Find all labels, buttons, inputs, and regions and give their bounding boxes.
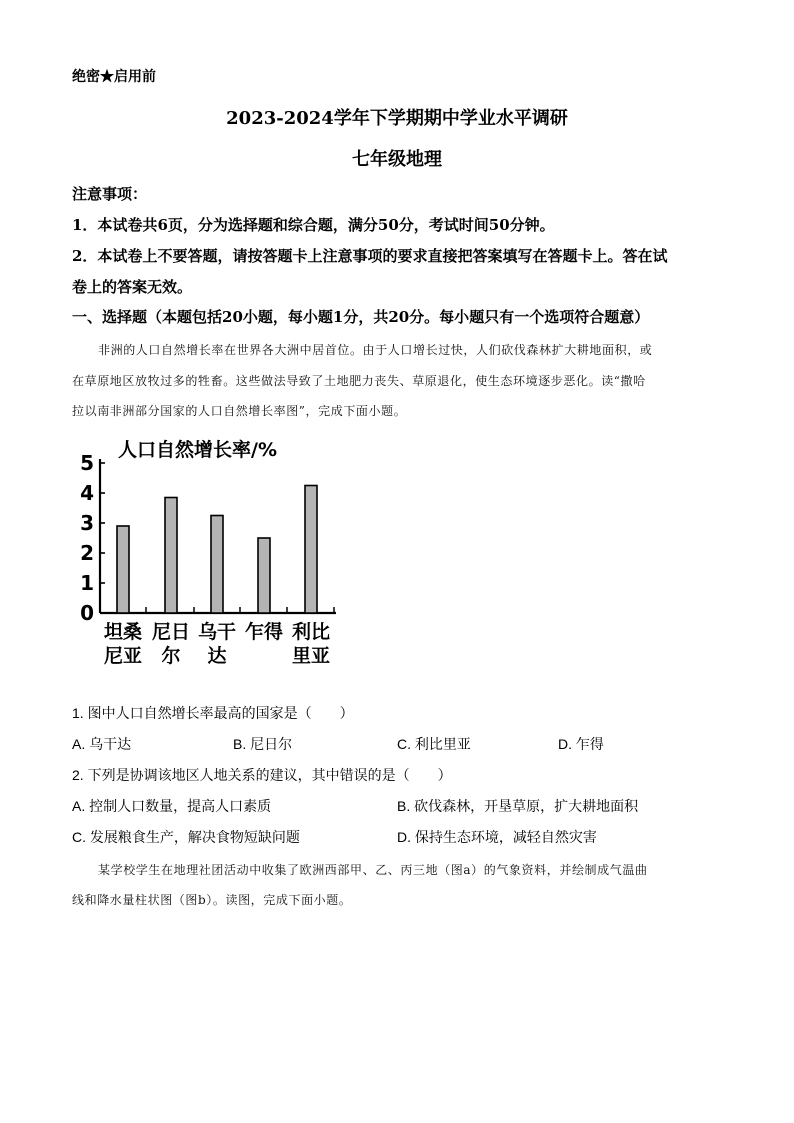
- category-label: 乌干: [197, 621, 237, 643]
- y-tick-label: 4: [80, 481, 94, 505]
- question-1-option-b[interactable]: B. 尼日尔: [233, 736, 293, 752]
- note-item-1: 1．本试卷共6页，分为选择题和综合题，满分50分，考试时间50分钟。: [72, 216, 555, 234]
- exam-title: 2023-2024学年下学期期中学业水平调研: [226, 108, 568, 129]
- bar: [305, 486, 317, 614]
- passage1-line-3: 拉以南非洲部分国家的人口自然增长率图”，完成下面小题。: [72, 404, 407, 418]
- category-label: 乍得: [244, 621, 284, 643]
- bar: [117, 526, 129, 613]
- question-2-option-c[interactable]: C. 发展粮食生产，解决食物短缺问题: [72, 829, 300, 845]
- y-tick-label: 0: [80, 601, 94, 625]
- chart-title: 人口自然增长率/%: [118, 439, 277, 461]
- category-label: 利比: [291, 621, 331, 643]
- y-tick-label: 2: [80, 541, 94, 565]
- category-label: 坦桑: [103, 621, 143, 643]
- category-label: 尔: [161, 645, 181, 667]
- category-label: 达: [207, 645, 227, 667]
- bar: [211, 516, 223, 614]
- question-2-option-b[interactable]: B. 砍伐森林，开垦草原，扩大耕地面积: [397, 798, 639, 814]
- passage2-line-2: 线和降水量柱状图（图b）。读图，完成下面小题。: [72, 893, 352, 907]
- question-2-option-d[interactable]: D. 保持生态环境，减轻自然灾害: [397, 829, 597, 845]
- category-label: 尼亚: [103, 645, 143, 667]
- question-2-option-a[interactable]: A. 控制人口数量，提高人口素质: [72, 798, 272, 814]
- confidential-mark: 绝密★启用前: [72, 69, 156, 85]
- question-1-option-c[interactable]: C. 利比里亚: [397, 736, 471, 752]
- growth-rate-chart: [78, 432, 358, 672]
- passage1-line-1: 非洲的人口自然增长率在世界各大洲中居首位。由于人口增长过快，人们砍伐森林扩大耕地面积，或: [98, 343, 653, 357]
- category-label: 尼日: [151, 621, 191, 643]
- passage1-line-2: 在草原地区放牧过多的牲畜。这些做法导致了土地肥力丧失、草原退化，使生态环境逐步恶化。读“撒哈: [72, 374, 646, 388]
- question-2-stem: 2. 下列是协调该地区人地关系的建议，其中错误的是（ ）: [72, 767, 452, 783]
- note-item-2: 2．本试卷上不要答题，请按答题卡上注意事项的要求直接把答案填写在答题卡上。答在试: [72, 247, 668, 265]
- exam-subtitle: 七年级地理: [352, 149, 442, 170]
- passage2-line-1: 某学校学生在地理社团活动中收集了欧洲西部甲、乙、丙三地（图a）的气象资料，并绘制成气温曲: [98, 863, 648, 877]
- section-heading: 一、选择题（本题包括20小题，每小题1分，共20分。每小题只有一个选项符合题意）: [72, 308, 650, 326]
- question-1-option-d[interactable]: D. 乍得: [558, 736, 604, 752]
- y-tick-label: 5: [80, 451, 94, 475]
- bar: [165, 498, 177, 614]
- y-tick-label: 3: [80, 511, 94, 535]
- category-label: 里亚: [291, 645, 331, 667]
- question-1-stem: 1. 图中人口自然增长率最高的国家是（ ）: [72, 705, 354, 721]
- notes-heading: 注意事项：: [72, 185, 148, 203]
- question-1-option-a[interactable]: A. 乌干达: [72, 736, 132, 752]
- y-tick-label: 1: [80, 571, 94, 595]
- bar: [258, 538, 270, 613]
- note-item-2-continued: 卷上的答案无效。: [72, 278, 193, 296]
